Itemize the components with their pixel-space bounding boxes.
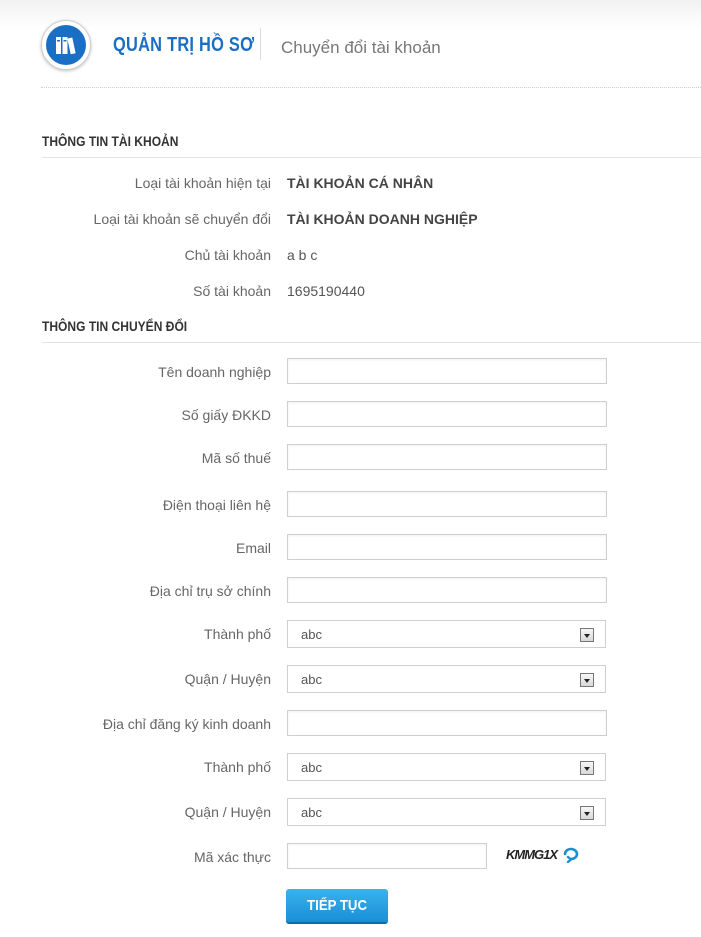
business-address-input[interactable] <box>287 710 607 736</box>
license-input[interactable] <box>287 401 607 427</box>
company-name-input[interactable] <box>287 358 607 384</box>
continue-button[interactable] <box>286 889 388 922</box>
continue-button-label: TIẾP TỤC <box>307 897 367 914</box>
city2-select[interactable] <box>287 753 606 781</box>
captcha-input[interactable] <box>287 843 487 869</box>
captcha-label: Mã xác thực <box>193 849 271 865</box>
district1-select[interactable] <box>287 665 606 693</box>
chevron-down-icon[interactable] <box>580 806 594 820</box>
target-type-label: Loại tài khoản sẽ chuyển đổi <box>93 211 271 227</box>
phone-input[interactable] <box>287 491 607 517</box>
chevron-down-icon[interactable] <box>580 628 594 642</box>
city1-label: Thành phố <box>204 626 271 642</box>
books-icon <box>55 35 79 55</box>
current-type-value: TÀI KHOẢN CÁ NHÂN <box>287 175 434 191</box>
license-label: Số giấy ĐKKD <box>181 407 271 423</box>
district2-selected: abc <box>301 805 322 820</box>
email-input[interactable] <box>287 534 607 560</box>
conversion-info-rule <box>42 342 701 343</box>
city1-selected: abc <box>301 627 322 642</box>
email-label: Email <box>235 540 271 556</box>
account-number-label: Số tài khoản <box>193 283 271 299</box>
district1-label: Quận / Huyện <box>184 671 271 687</box>
business-address-label: Địa chỉ đăng ký kinh doanh <box>102 716 271 732</box>
chevron-down-icon[interactable] <box>580 761 594 775</box>
header-divider <box>41 87 701 88</box>
head-office-label: Địa chỉ trụ sở chính <box>149 583 271 599</box>
company-name-label: Tên doanh nghiệp <box>158 364 271 380</box>
tax-code-input[interactable] <box>287 444 607 470</box>
city2-label: Thành phố <box>204 759 271 775</box>
district1-selected: abc <box>301 672 322 687</box>
chevron-down-icon[interactable] <box>580 673 594 687</box>
owner-label: Chủ tài khoản <box>184 247 271 263</box>
app-logo[interactable] <box>41 20 91 70</box>
account-info-title: THÔNG TIN TÀI KHOẢN <box>42 133 179 149</box>
tax-code-label: Mã số thuế <box>201 450 271 466</box>
current-type-label: Loại tài khoản hiện tại <box>134 175 271 191</box>
header-separator <box>260 28 261 60</box>
refresh-icon[interactable] <box>561 845 581 863</box>
district2-select[interactable] <box>287 798 606 826</box>
conversion-info-title: THÔNG TIN CHUYỂN ĐỔI <box>42 318 188 334</box>
logo-circle <box>46 25 86 65</box>
target-type-value: TÀI KHOẢN DOANH NGHIỆP <box>287 211 478 227</box>
top-fade <box>0 0 701 30</box>
app-title: QUẢN TRỊ HỒ SƠ <box>113 34 255 56</box>
city1-select[interactable] <box>287 620 606 648</box>
account-info-rule <box>42 157 701 158</box>
city2-selected: abc <box>301 760 322 775</box>
owner-value: a b c <box>287 247 318 263</box>
account-number-value: 1695190440 <box>287 283 365 299</box>
phone-label: Điện thoại liên hệ <box>162 497 271 513</box>
head-office-input[interactable] <box>287 577 607 603</box>
captcha-image: KMMG1X <box>506 847 558 862</box>
district2-label: Quận / Huyện <box>184 804 271 820</box>
page-title: Chuyển đổi tài khoản <box>281 38 441 57</box>
